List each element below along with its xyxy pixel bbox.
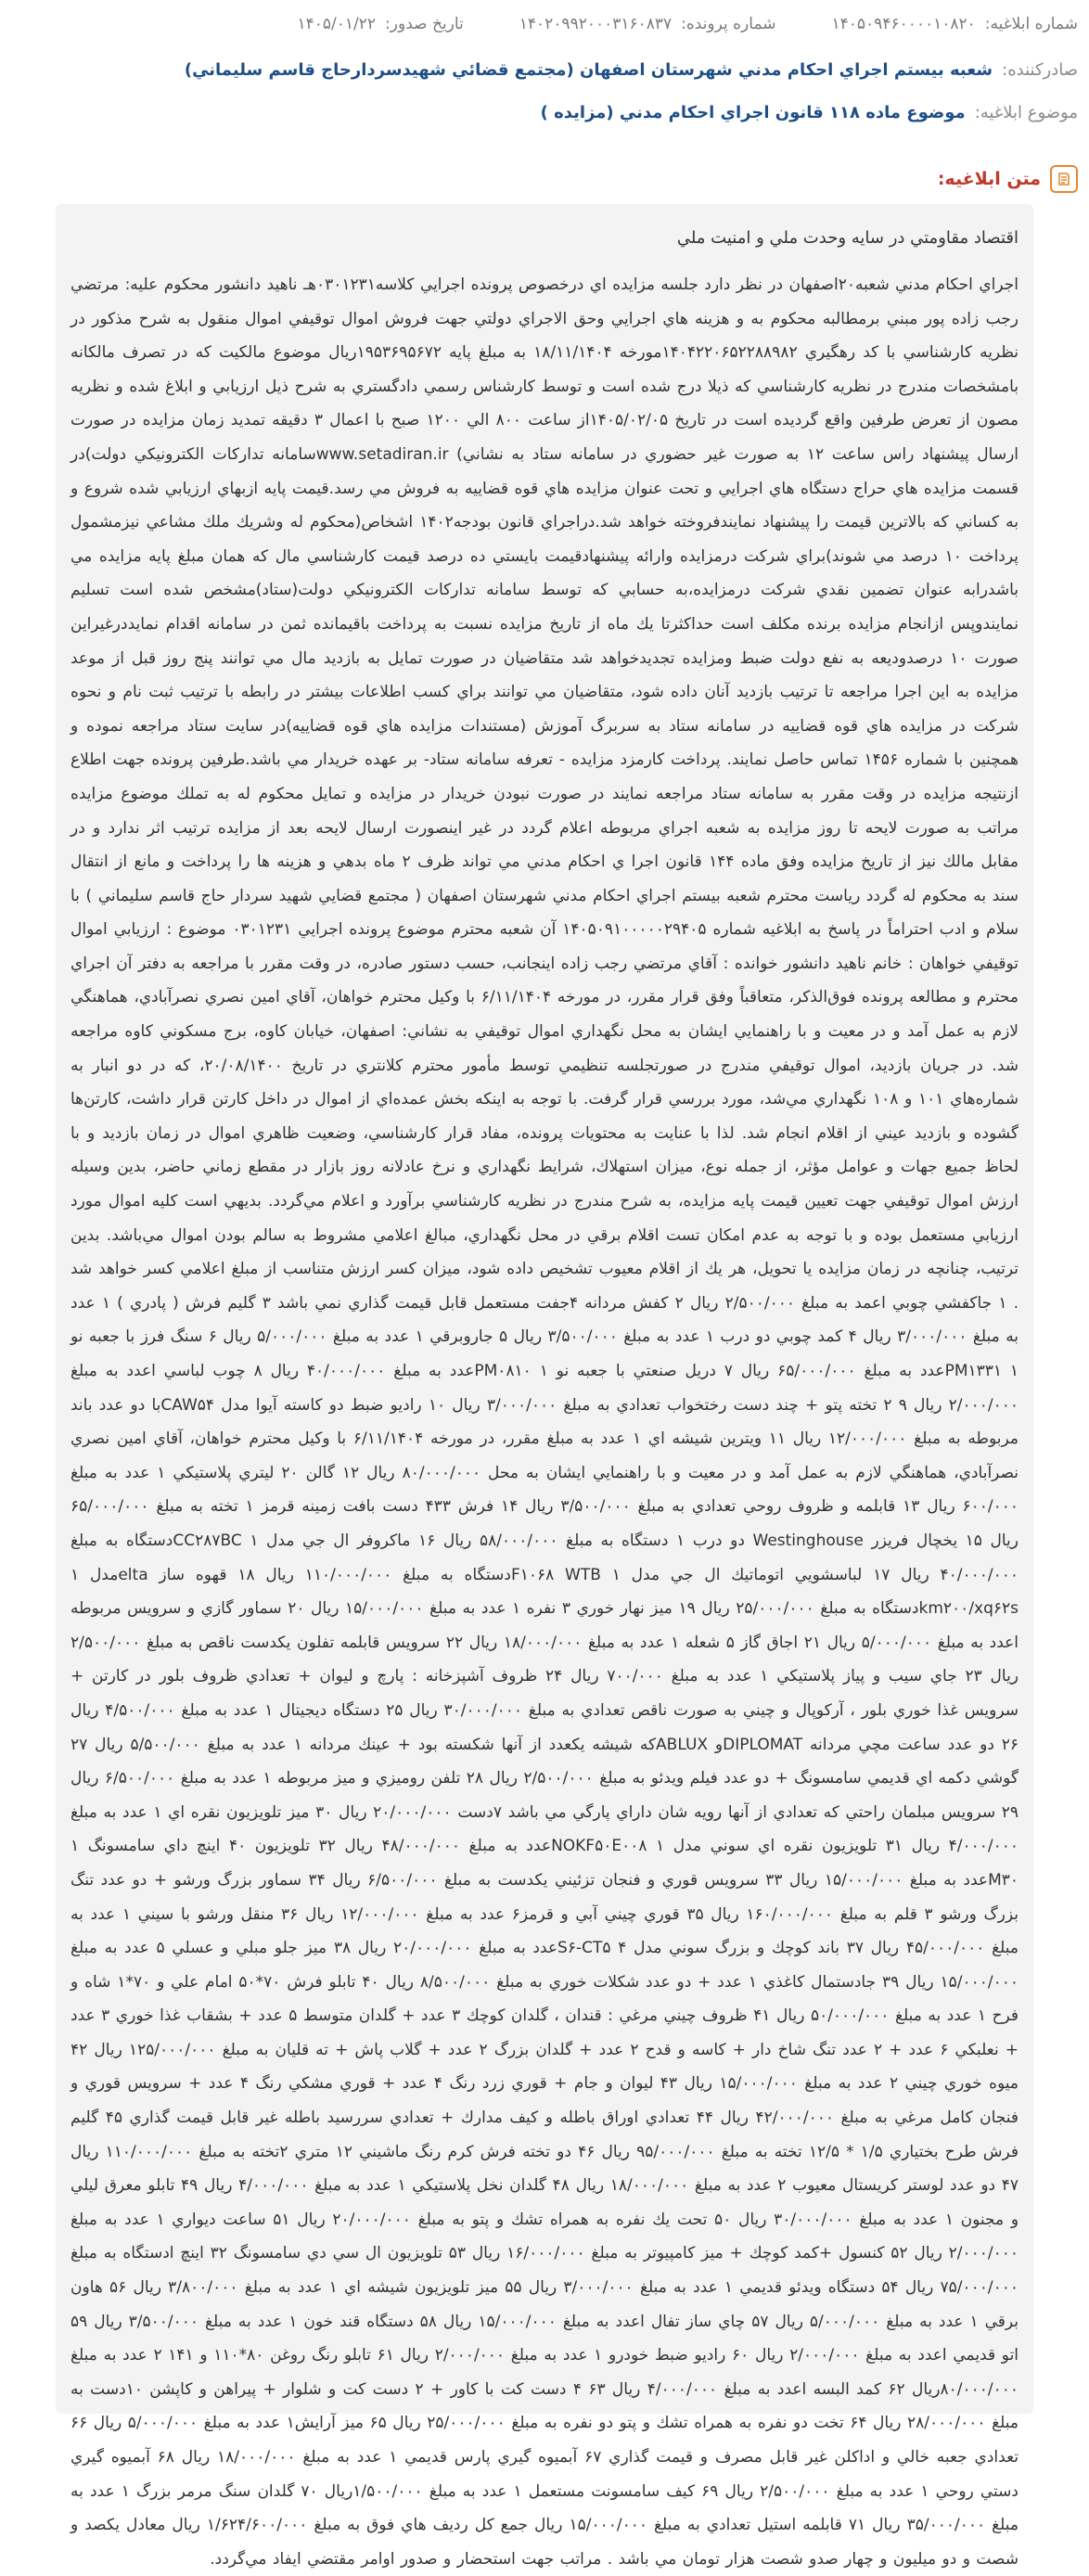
notice-heading: اقتصاد مقاومتي در سايه وحدت ملي و امنيت ملي	[676, 228, 1019, 248]
issuer-label: صادرکننده:	[1002, 59, 1078, 80]
issue-date	[298, 15, 464, 33]
notice-text-title: متن ابلاغیه:	[937, 169, 1041, 189]
notice-number	[832, 15, 1078, 33]
document-icon	[1050, 165, 1078, 193]
case-number-value: ۱۴۰۲۰۹۹۲۰۰۰۳۱۶۰۸۳۷	[519, 15, 673, 33]
subject-label: موضوع ابلاغیه:	[974, 102, 1078, 122]
issue-date-value: ۱۴۰۵/۰۱/۲۲	[297, 15, 377, 33]
notice-number-label: شماره ابلاغیه:	[984, 15, 1078, 33]
case-number	[519, 15, 776, 33]
issuer-value: شعبه بيستم اجراي احكام مدني شهرستان اصفهان (مجتمع قضائي شهيدسردارحاج قاسم سليماني)	[184, 59, 993, 80]
issuer-row	[0, 48, 1089, 91]
notice-number-value: ۱۴۰۵۰۹۴۶۰۰۰۰۱۰۸۲۰	[831, 15, 976, 33]
notice-text-heading	[0, 165, 1078, 193]
subject-value: موضوع ماده ۱۱۸ قانون اجراي احكام مدني (مزايده )	[540, 102, 966, 122]
issue-date-label: تاریخ صدور:	[385, 15, 464, 33]
subject-row	[0, 91, 1089, 134]
notice-body: اجراي احكام مدني شعبه۲۰اصفهان در نظر دارد جلسه مزايده اي درخصوص پرونده اجرايي كلاسه۰۳۰۱۲۳۱هـ ناهيد دانشور محكوم عليه: مرتضي رجب زاده پور مبني برمطالبه محكوم به و هزينه هاي اجرايي وحق الاجراي دولتي جهت فروش اموال توقيفي اموال منقول به شرح مذكور در نظريه كارشناسي با كد رهگيري ۱۴۰۴۲۲۰۶۵۲۲۸۸۹۸۲مورخه ۱۸/۱۱/۱۴۰۴ به مبلغ پايه ۱۹۵۳۶۹۵۶۷۲ريال موضوع مالكيت كه در تصرف مالكانه بامشخصات مندرج در نظريه كارشناسي كه ذيلا درج شده است و توسط كارشناس رسمي دادگستري به شرح ذيل ارزيابي و ابلاغ شده و نظريه مصون از تعرض طرفين واقع گرديده است در تاريخ ۱۴۰۵/۰۲/۰۵از ساعت ۸۰۰ الي ۱۲۰۰ صبح با اعمال ۳ دقيقه تمديد زمان مزايده در صورت ارسال پيشنهاد راس ساعت ۱۲ به صورت غير حضوري در سامانه ستاد به نشاني) www.setadiran.irسامانه تداركات الكترونيكي دولت)در قسمت مزايده هاي حراج دستگاه هاي اجرايي و تحت عنوان مزايده هاي قوه قضاييه به فروش مي رسد.قيمت پايه ازبهاي ارزيابي شده شروع و به كساني كه بالاترين قيمت را پيشنهاد نمايندفروخته خواهد شد.دراجراي قانون بودجه۱۴۰۲ اشخاص(محكوم له وشريك ملك مشاعي نيزمشمول پرداخت ۱۰ درصد مي شوند)براي شركت درمزايده وارائه پيشنهادقيمت بايستي ده درصد قيمت كارشناسي مال كه همان مبلغ پايه مزايده مي باشدرابه عنوان تضمين نقدي شركت درمزايده،به حسابي كه توسط سامانه تداركات الكترونيكي دولت(ستاد)مشخص شده است تسليم نمايندوپس ازانجام مزايده برنده مكلف است حداكثرتا يك ماه از تاريخ مزايده نسبت به پرداخت باقيمانده ثمن در سامانه اقدام نمايددرغيراين صورت ۱۰ درصدوديعه به نفع دولت ضبط ومزايده تجديدخواهد شد متقاضيان در صورت تمايل به بازديد مال مي توانند پنج روز قبل از موعد مزايده به اين اجرا مراجعه تا ترتيب بازديد آنان داده شود، متقاضيان مي توانند براي كسب اطلاعات بيشتر در رابطه با ترتيب ثبت نام و نحوه شركت در مزايده هاي قوه قضاييه در سامانه ستاد به سربرگ آموزش (مستندات مزايده هاي قوه قضاييه)در سايت ستاد مراجعه نموده و همچنين با شماره ۱۴۵۶ تماس حاصل نمايند. پرداخت كارمزد مزايده - تعرفه سامانه ستاد- بر عهده خريدار مي باشد.طرفين پرونده جهت اطلاع ازنتيجه مزايده در وقت مقرر به سامانه ستاد مراجعه نمايند در صورت نبودن خريدار در مزايده و تمايل محكوم له به تملك موضوع مزايده مراتب به صورت لايحه تا روز مزايده به شعبه اجراي مربوطه اعلام گردد در غير اينصورت ارسال لايحه بعد از مزايده ترتيب اثر ندارد و در مقابل مالك نيز از تاريخ مزايده وفق ماده ۱۴۴ قانون اجرا ي احكام مدني مي تواند ظرف ۲ ماه بدهي و هزينه ها را پرداخت و مانع از انتقال سند به محكوم له گردد رياست محترم شعبه بيستم اجراي احكام مدني شهرستان اصفهان ( مجتمع قضايي شهيد سردار حاج قاسم سليماني ) با سلام و ادب احتراماً در پاسخ به ابلاغيه شماره ۱۴۰۵۰۹۱۰۰۰۰۰۲۹۴۰۵ آن شعبه محترم موضوع پرونده اجرايي ۰۳۰۱۲۳۱ موضوع : ارزيابي اموال توقيفي خواهان : خانم ناهيد دانشور خوانده : آقاي مرتضي رجب زاده اينجانب، حسب دستور صادره، در وقت مقرر با مراجعه به دفتر آن اجراي محترم و مطالعه پرونده فوق‌الذكر، متعاقباً وفق قرار مقرر، در مورخه ۶/۱۱/۱۴۰۴ با وكيل محترم خواهان، آقاي امين نصري نصرآبادي، هماهنگي لازم به عمل آمد و در معيت و با راهنمايي ايشان به محل نگهداري اموال توقيفي به نشاني: اصفهان، خيابان كاوه، برج مسكوني كاوه مراجعه شد. در جريان بازديد، اموال توقيفي مندرج در صورتجلسه تنظيمي توسط مأمور محترم كلانتري در تاريخ ۲۰/۰۸/۱۴۰۰، كه در دو انبار به شماره‌هاي ۱۰۱ و ۱۰۸ نگهداري مي‌شد، مورد بررسي قرار گرفت. با توجه به اينكه بخش عمده‌اي از اموال در داخل كارتن قرار داشت، كارتن‌ها گشوده و بازديد عيني از اقلام انجام شد. لذا با عنايت به محتويات پرونده، مفاد قرار كارشناسي، وضعيت ظاهري اموال در زمان بازديد و با لحاظ جميع جهات و عوامل مؤثر، از جمله نوع، ميزان استهلاك، شرايط نگهداري و نرخ عادلانه روز بازار در مقطع زماني حاضر، بدين وسيله ارزش اموال توقيفي جهت تعيين قيمت پايه مزايده، به شرح مندرج در نظريه كارشناسي برآورد و اعلام مي‌گردد. بديهي است كليه اموال مورد ارزيابي مستعمل بوده و با توجه به عدم امكان تست اقلام برقي در محل نگهداري، مبالغ اعلامي مشروط به سالم بودن اموال مي‌باشد. بدين ترتيب، چنانچه در زمان مزايده يا تحويل، هر يك از اقلام معيوب تشخيص داده شود، ميزان كسر ارزش متناسب از مبلغ اعلامي كسر خواهد شد . ۱ جاكفشي چوبي اعمد به مبلغ ۲/۵۰۰/۰۰۰ ريال ۲ كفش مردانه ۴جفت مستعمل قابل قيمت گذاري نمي باشد ۳ گليم فرش ( پادري ) ۱ عدد به مبلغ ۳/۰۰۰/۰۰۰ ريال ۴ كمد چوبي دو درب ۱ عدد به مبلغ ۳/۵۰۰/۰۰۰ ريال ۵ جاروبرقي ۱ عدد به مبلغ ۵/۰۰۰/۰۰۰ ريال ۶ سنگ فرز با جعبه نو PM۱۳۳۱ ۱عدد به مبلغ ۶۵/۰۰۰/۰۰۰ ريال ۷ دريل صنعتي با جعبه نو ۱ PM۰۸۱۰عدد به مبلغ ۴۰/۰۰۰/۰۰۰ ريال ۸ چوب لباسي اعدد به مبلغ ۲/۰۰۰/۰۰۰ ريال ۹ ۲ تخته پتو + چند دست رختخواب تعدادي به مبلغ ۳/۰۰۰/۰۰۰ ريال ۱۰ راديو ضبط دو كاسته آيوا مدل CAW۵۴با دو عدد باند مربوطه به مبلغ ۱۲/۰۰۰/۰۰۰ ريال ۱۱ ويترين شيشه اي ۱ عدد به مبلغ مقرر، در مورخه ۶/۱۱/۱۴۰۴ با وكيل محترم خواهان، آقاي امين نصري نصرآبادي، هماهنگي لازم به عمل آمد و در معيت و با راهنمايي ايشان به محل ۸۰/۰۰۰/۰۰۰ ريال ۱۲ گالن ۲۰ ليتري پلاستيكي ۱ عدد به مبلغ ۶۰۰/۰۰۰ ريال ۱۳ قابلمه و ظروف روحي تعدادي به مبلغ ۳/۵۰۰/۰۰۰ ريال ۱۴ فرش ۴۳۳ دست بافت زمينه قرمز ۱ تخته به مبلغ ۶۵/۰۰۰/۰۰۰ ريال ۱۵ يخچال فريزر Westinghouse دو درب ۱ دستگاه به مبلغ ۵۸/۰۰۰/۰۰۰ ريال ۱۶ ماكروفر ال جي مدل ۱ CC۲۸۷BCدستگاه به مبلغ ۴۰/۰۰۰/۰۰۰ ريال ۱۷ لباسشويي اتوماتيك ال جي مدل ۱ F۱۰۶۸ WTBدستگاه به مبلغ ۱۱۰/۰۰۰/۰۰۰ ريال ۱۸ قهوه ساز eltaمدل ۱ km۲۰۰/xq۶۲sدستگاه به مبلغ ۲۵/۰۰۰/۰۰۰ ريال ۱۹ ميز نهار خوري ۳ نفره ۱ عدد به مبلغ ۱۵/۰۰۰/۰۰۰ ريال ۲۰ سماور گازي و سرويس مربوطه اعدد به مبلغ ۵/۰۰۰/۰۰۰ ريال ۲۱ اجاق گاز ۵ شعله ۱ عدد به مبلغ ۱۸/۰۰۰/۰۰۰ ريال ۲۲ سرويس قابلمه تفلون يكدست ناقص به مبلغ ۲/۵۰۰/۰۰۰ ريال ۲۳ جاي سيب و پياز پلاستيكي ۱ عدد به مبلغ ۷۰۰/۰۰۰ ريال ۲۴ ظروف آشپزخانه : پارچ و ليوان + تعدادي ظروف بلور در كارتن + سرويس غذا خوري بلور ، آركوپال و چيني به صورت ناقص تعدادي به مبلغ ۳۰/۰۰۰/۰۰۰ ريال ۲۵ دستگاه ديجيتال ۱ عدد به مبلغ ۴/۵۰۰/۰۰۰ ريال ۲۶ دو عدد ساعت مچي مردانه DIPLOMATو ABLUXكه شيشه يكعدد از آنها شكسته بود + عينك مردانه ۱ عدد به مبلغ ۵/۵۰۰/۰۰۰ ريال ۲۷ گوشي دكمه اي قديمي سامسونگ + دو عدد فيلم ويدئو به مبلغ ۲/۵۰۰/۰۰۰ ريال ۲۸ تلفن روميزي و ميز مربوطه ۱ عدد به مبلغ ۶/۵۰۰/۰۰۰ ريال ۲۹ سرويس مبلمان راحتي كه تعدادي از آنها رويه شان داراي پارگي مي باشد ۷دست ۲۰/۰۰۰/۰۰۰ ريال ۳۰ ميز تلويزيون نقره اي ۱ عدد به مبلغ ۴/۰۰۰/۰۰۰ ريال ۳۱ تلويزيون نقره اي سوني مدل ۱ NOKF۵۰E۰۰۸عدد به مبلغ ۴۸/۰۰۰/۰۰۰ ريال ۳۲ تلويزيون ۴۰ اينچ داي سامسونگ ۱ M۳۰عدد به مبلغ ۱۵/۰۰۰/۰۰۰ ريال ۳۳ سرويس قوري و فنجان تزئيني يكدست به مبلغ ۶/۵۰۰/۰۰۰ ريال ۳۴ سماور بزرگ ورشو + دو عدد تنگ بزرگ ورشو ۳ قلم به مبلغ ۱۶۰/۰۰۰/۰۰۰ ريال ۳۵ قوري چيني آبي و قرمز۶ عدد به مبلغ ۱۲/۰۰۰/۰۰۰ ريال ۳۶ منقل ورشو با سيني ۱ عدد به مبلغ ۴۵/۰۰۰/۰۰۰ ريال ۳۷ باند كوچك و بزرگ سوني مدل ۴ S۶-CT۵عدد به مبلغ ۲۰/۰۰۰/۰۰۰ ريال ۳۸ ميز جلو مبلي و عسلي ۵ عدد به مبلغ ۱۵/۰۰۰/۰۰۰ ريال ۳۹ جادستمال كاغذي ۱ عدد + دو عدد شكلات خوري به مبلغ ۸/۵۰۰/۰۰۰ ريال ۴۰ تابلو فرش ۷۰*۵۰ امام علي و ۷۰*۱ شاه و فرح ۱ عدد به مبلغ ۵۰/۰۰۰/۰۰۰ ريال ۴۱ ظروف چيني مرغي : قندان ، گلدان كوچك ۳ عدد + گلدان متوسط ۵ عدد + بشقاب غذا خوري ۳ عدد + نعلبكي ۶ عدد + ۲ عدد تنگ شاخ دار + كاسه و قدح ۲ عدد + گلدان بزرگ ۲ عدد + گلاب پاش + ته قليان به مبلغ ۱۲۵/۰۰۰/۰۰۰ ريال ۴۲ ميوه خوري چيني ۲ عدد به مبلغ ۱۵/۰۰۰/۰۰۰ ريال ۴۳ ليوان و جام + قوري زرد رنگ ۴ عدد + قوري مشكي رنگ ۴ عدد + سرويس قوري و فنجان كامل مرغي به مبلغ ۴۲/۰۰۰/۰۰۰ ريال ۴۴ تعدادي اوراق باطله و كيف مدارك + تعدادي سررسيد باطله غير قابل قيمت گذاري ۴۵ گليم فرش طرح بختياري ۱/۵ * ۱۲/۵ تخته به مبلغ ۹۵/۰۰۰/۰۰۰ ريال ۴۶ دو تخته فرش كرم رنگ ماشيني ۱۲ متري ۲تخته به مبلغ ۱۱۰/۰۰۰/۰۰۰ ريال ۴۷ دو عدد لوستر كريستال معيوب ۲ عدد به مبلغ ۱۸/۰۰۰/۰۰۰ ريال ۴۸ گلدان نخل پلاستيكي ۱ عدد به مبلغ ۴/۰۰۰/۰۰۰ ريال ۴۹ تابلو معرق ليلي و مجنون ۱ عدد به مبلغ ۳۰/۰۰۰/۰۰۰ ريال ۵۰ تحت يك نفره به همراه تشك و پتو به مبلغ ۲۰/۰۰۰/۰۰۰ ريال ۵۱ ساعت ديواري ۱ عدد به مبلغ ۲/۰۰۰/۰۰۰ ريال ۵۲ كنسول +كمد كوچك + ميز كامپيوتر به مبلغ ۱۶/۰۰۰/۰۰۰ ريال ۵۳ تلويزيون ال سي دي سامسونگ ۳۲ اينچ ادستگاه به مبلغ ۷۵/۰۰۰/۰۰۰ ريال ۵۴ دستگاه ويدئو قديمي ۱ عدد به مبلغ ۳/۰۰۰/۰۰۰ ريال ۵۵ ميز تلويزيون شيشه اي ۱ عدد به مبلغ ۳/۸۰۰/۰۰۰ ريال ۵۶ هاون برقي ۱ عدد به مبلغ ۵/۰۰۰/۰۰۰ ريال ۵۷ چاي ساز تفال اعدد به مبلغ ۱۵/۰۰۰/۰۰۰ ريال ۵۸ دستگاه قند خون ۱ عدد به مبلغ ۳/۵۰۰/۰۰۰ ريال ۵۹ اتو قديمي اعدد به مبلغ ۲/۰۰۰/۰۰۰ ريال ۶۰ راديو ضبط خودرو ۱ عدد به مبلغ ۲/۰۰۰/۰۰۰ ريال ۶۱ تابلو رنگ روغن ۸۰*۱۱۰ و ۱۴۱ ۲ عدد به مبلغ ۸۰/۰۰۰/۰۰۰ريال ۶۲ كمد البسه اعدد به مبلغ ۴/۰۰۰/۰۰۰ ريال ۶۳ ۴ دست كت با كاور + ۲ دست كت و شلوار + پيراهن و كاپشن ۱۰دست به مبلغ ۲۸/۰۰۰/۰۰۰ ريال ۶۴ تخت دو نفره به همراه تشك و پتو دو نفره به مبلغ ۲۵/۰۰۰/۰۰۰ ريال ۶۵ ميز آرايش۱ عدد به مبلغ ۵/۰۰۰/۰۰۰ ريال ۶۶ تعدادي جعبه خالي و اداكلن غير قابل مصرف و قيمت گذاري ۶۷ آبميوه گيري پارس قديمي ۱ عدد به مبلغ ۱۸/۰۰۰/۰۰۰ ريال ۶۸ آبميوه گيري دستي روحي ۱ عدد به مبلغ ۲/۵۰۰/۰۰۰ ريال ۶۹ كيف سامسونت مستعمل ۱ عدد به مبلغ ۱/۵۰۰/۰۰۰ريال ۷۰ گلدان سنگ مرمر بزرگ ۱ عدد به مبلغ ۳۵/۰۰۰/۰۰۰ ريال ۷۱ قابلمه استيل تعدادي به مبلغ ۱۵/۰۰۰/۰۰۰ ريال جمع كل رديف هاي فوق به مبلغ ۱/۶۲۴/۶۰۰/۰۰۰ ريال معادل يكصد و شصت و دو ميليون و چهار صدو شصت هزار تومان مي باشد . مراتب جهت استحضار و صدور اوامر مقتضي ايفاد مي‌گردد.	[70, 276, 1019, 2569]
notice-meta-row	[0, 0, 1089, 48]
case-number-label: شماره پرونده:	[681, 15, 776, 33]
notice-text-panel	[56, 204, 1033, 2569]
